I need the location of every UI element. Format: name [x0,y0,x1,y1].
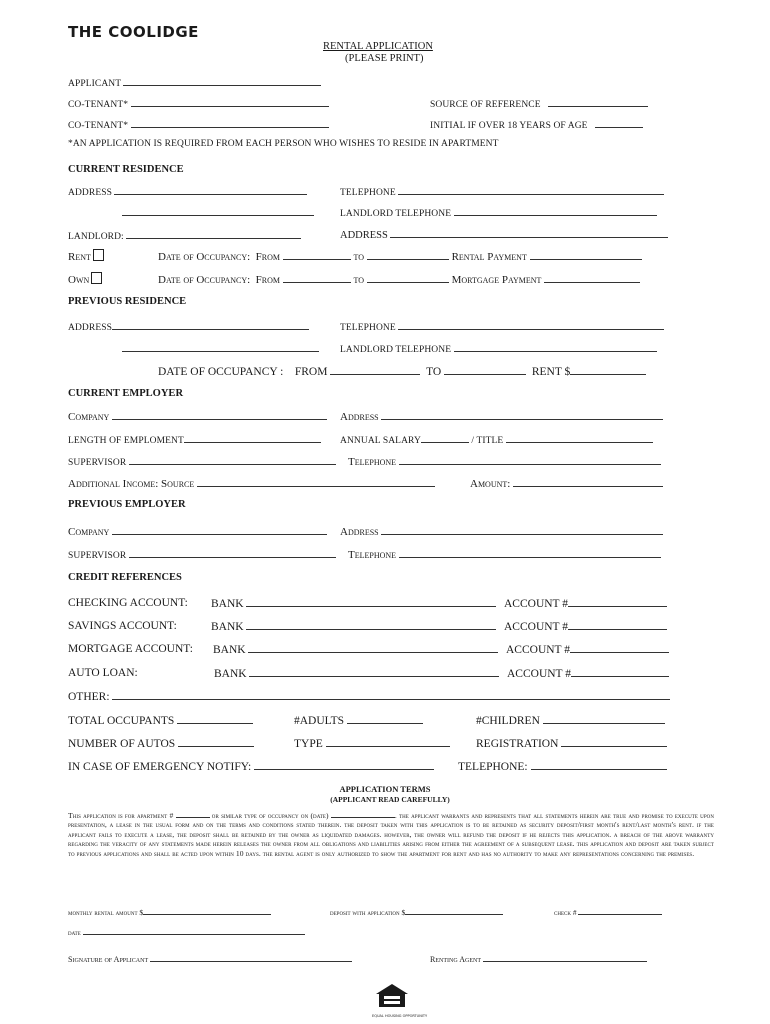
pe-address-label: Address [340,526,379,538]
previous-employer-heading: PREVIOUS EMPLOYER [68,499,186,510]
auto-loan-label: AUTO LOAN: [68,667,138,679]
other-field[interactable] [68,690,670,703]
pr-landlord-telephone-field[interactable] [340,342,657,355]
cr-address-field[interactable] [68,185,307,198]
pe-telephone-label: Telephone [348,549,397,561]
ce-address-field[interactable] [340,410,663,423]
check-field[interactable] [554,907,662,917]
registration-label: REGISTRATION [476,738,559,750]
monthly-rental-field[interactable] [68,907,271,917]
equal-housing-icon [372,983,412,1009]
savings-account-field[interactable] [504,620,667,633]
cr-landlord-telephone-label: LANDLORD TELEPHONE [340,209,452,219]
rent-option[interactable] [68,249,104,263]
mortgage-bank-label: BANK [213,644,246,656]
auto-bank-field[interactable] [214,667,499,680]
source-reference-field[interactable] [430,97,648,110]
pr-from-label: FROM [294,366,328,378]
rent-checkbox[interactable] [93,249,104,261]
current-employer-heading: CURRENT EMPLOYER [68,388,184,399]
checking-label: CHECKING ACCOUNT: [68,597,188,609]
checking-account-label: ACCOUNT # [504,598,569,610]
ce-telephone-label: Telephone [348,456,397,468]
ce-amount-label: Amount: [470,478,511,490]
registration-field[interactable] [476,737,667,750]
terms-part-3: . the applicant warrants and represents that all statements herein are true and promise to execute upon presentation, a lease in the usual form and on the terms and conditions stated therein. the deposit taken with this application is to be retained as security deposit/first month's rent/last month's rent. if the applicant fails to execute a lease, the deposit shall be retained by the owner as liquidated damages. however, the owner will refund the deposit if he rejects this application. a breach of the above warranty regarding the veracity of any statements made herein releases the owner from all obligations and liabilities arising from either the agreement of a subsequent lease. this application and deposit are taken subject to previous applications and shall be acted upon within 10 days. the rental agent is only authorized to show the apartment for rent and has no authority to make any representations concerning the premises. [68,811,714,858]
ce-company-label: Company [68,411,110,423]
credit-references-heading: CREDIT REFERENCES [68,572,182,583]
mortgage-account-label: ACCOUNT # [506,644,571,656]
pr-from-input[interactable] [330,365,420,375]
savings-bank-label: BANK [211,621,244,633]
total-occupants-field[interactable] [68,714,253,727]
ce-address-label: Address [340,411,379,423]
cr-landlord-telephone-field[interactable] [340,206,657,219]
total-occupants-label: TOTAL OCCUPANTS [68,715,175,727]
brand-title: THE COOLIDGE [68,23,199,41]
ce-amount-field[interactable] [470,477,663,490]
deposit-label: deposit with application $ [330,908,406,917]
cr-landlord-field[interactable] [68,229,301,242]
checking-bank-label: BANK [211,598,244,610]
ce-title-input[interactable] [506,433,653,443]
pr-rent-label: RENT $ [531,366,571,378]
savings-label: SAVINGS ACCOUNT: [68,620,177,632]
ce-salary-field[interactable] [340,433,653,446]
other-label: OTHER: [68,691,110,703]
own-to-input[interactable] [367,273,449,283]
pe-supervisor-label: SUPERVISOR [68,551,127,561]
pr-telephone-field[interactable] [340,320,664,333]
rent-label: Rent [68,251,91,263]
mortgage-payment-input[interactable] [544,273,640,283]
auto-account-label: ACCOUNT # [507,668,572,680]
source-reference-label: SOURCE OF REFERENCE [430,100,541,110]
own-from-label: From [255,274,281,286]
pr-to-input[interactable] [444,365,526,375]
initial-age-field[interactable] [430,118,643,131]
cr-address2-label: ADDRESS [340,230,388,241]
rent-to-label: to [353,251,365,263]
application-note: *AN APPLICATION IS REQUIRED FROM EACH PERSON WHO WISHES TO RESIDE IN APARTMENT [68,139,499,149]
mortgage-label: MORTGAGE ACCOUNT: [68,643,193,655]
own-label: Own [68,274,90,286]
initial-age-label: INITIAL IF OVER 18 YEARS OF AGE [430,121,588,131]
previous-residence-heading: PREVIOUS RESIDENCE [68,296,187,307]
renting-agent-field[interactable] [430,954,647,964]
rent-from-input[interactable] [283,250,351,260]
ce-company-field[interactable] [68,410,327,423]
checking-account-field[interactable] [504,597,667,610]
ce-length-label: LENGTH OF EMPLOMENT [68,436,184,446]
pr-address-line-2[interactable] [122,342,319,355]
own-checkbox[interactable] [91,272,102,284]
terms-part-2: or similar type of occupancy on (date) [211,811,329,820]
rental-payment-input[interactable] [530,250,642,260]
rent-occupancy-row [158,250,642,263]
cotenant-field-1[interactable] [68,97,329,110]
cr-address-line-2[interactable] [122,206,314,219]
emergency-telephone-label: TELEPHONE: [458,761,528,773]
applicant-label: APPLICANT [68,79,121,89]
form-title: RENTAL APPLICATION [323,41,433,52]
equal-housing-logo [372,983,428,1018]
applicant-field[interactable] [68,76,321,89]
terms-heading: APPLICATION TERMS [339,784,431,794]
savings-bank-field[interactable] [211,620,496,633]
own-occupancy-row [158,273,640,286]
pr-doo-label: DATE OF OCCUPANCY : [158,366,284,378]
terms-subheading: (APPLICANT READ CAREFULLY) [330,795,450,804]
own-from-input[interactable] [283,273,351,283]
rent-to-input[interactable] [367,250,449,260]
cotenant-field-2[interactable] [68,118,329,131]
adults-label: #ADULTS [294,715,345,727]
number-autos-label: NUMBER OF AUTOS [68,738,176,750]
own-option[interactable] [68,272,102,286]
savings-account-label: ACCOUNT # [504,621,569,633]
pr-address-field[interactable] [68,320,309,333]
ce-title-label: / TITLE [471,436,504,446]
ce-salary-label: ANNUAL SALARY [340,436,421,446]
date-label: date [68,928,81,937]
cr-landlord-label: LANDLORD: [68,232,124,242]
terms-date-input[interactable] [331,811,395,818]
checking-bank-field[interactable] [211,597,496,610]
deposit-field[interactable] [330,907,503,917]
ce-additional-income-field[interactable] [68,477,435,490]
cr-telephone-label: TELEPHONE [340,188,396,198]
check-label: check # [554,908,577,917]
children-label: #CHILDREN [476,715,540,727]
rent-doo-label: Date of Occupancy: [158,251,251,263]
mortgage-payment-label: Mortgage Payment [451,274,542,286]
ce-telephone-field[interactable] [348,455,661,468]
renting-agent-label: Renting Agent [430,955,481,964]
pr-telephone-label: TELEPHONE [340,323,396,333]
ce-additional-income-label: Additional Income: Source [68,478,195,490]
own-doo-label: Date of Occupancy: [158,274,251,286]
ce-length-field[interactable] [68,433,321,446]
pr-to-label: TO [426,366,442,378]
pr-landlord-telephone-label: LANDLORD TELEPHONE [340,345,452,355]
children-field[interactable] [476,714,665,727]
rental-payment-label: Rental Payment [451,251,527,263]
emergency-field[interactable] [68,760,434,773]
emergency-telephone-field[interactable] [458,760,667,773]
current-residence-heading: CURRENT RESIDENCE [68,164,184,175]
date-field[interactable] [68,927,305,937]
cotenant-label-1: CO-TENANT* [68,100,129,110]
emergency-label: IN CASE OF EMERGENCY NOTIFY: [68,761,252,773]
terms-apartment-input[interactable] [176,811,210,818]
auto-bank-label: BANK [214,668,247,680]
pe-company-field[interactable] [68,525,327,538]
number-autos-field[interactable] [68,737,254,750]
cotenant-label-2: CO-TENANT* [68,121,129,131]
ce-supervisor-label: SUPERVISOR [68,458,127,468]
pe-supervisor-field[interactable] [68,548,336,561]
form-subtitle: (PLEASE PRINT) [345,53,424,64]
pe-address-field[interactable] [340,525,663,538]
pr-occupancy-row [158,365,646,378]
pe-telephone-field[interactable] [348,548,661,561]
pr-rent-input[interactable] [570,365,646,375]
pr-address-label: ADDRESS [68,323,112,333]
ce-supervisor-field[interactable] [68,455,336,468]
terms-text [68,811,714,858]
adults-field[interactable] [294,714,423,727]
terms-part-1: This application is for apartment # [68,811,174,820]
own-to-label: to [353,274,365,286]
signature-field[interactable] [68,954,352,964]
equal-housing-text: EQUAL HOUSING OPPORTUNITY [372,1014,428,1018]
type-label: TYPE [294,738,323,750]
auto-account-field[interactable] [507,667,669,680]
mortgage-bank-field[interactable] [213,643,498,656]
monthly-rental-label: monthly rental amount $ [68,908,144,917]
cr-address-label: ADDRESS [68,188,112,198]
type-field[interactable] [294,737,450,750]
cr-telephone-field[interactable] [340,185,664,198]
mortgage-account-field[interactable] [506,643,669,656]
cr-address2-field[interactable] [340,228,668,241]
signature-label: Signature of Applicant [68,955,149,964]
pe-company-label: Company [68,526,110,538]
rent-from-label: From [255,251,281,263]
